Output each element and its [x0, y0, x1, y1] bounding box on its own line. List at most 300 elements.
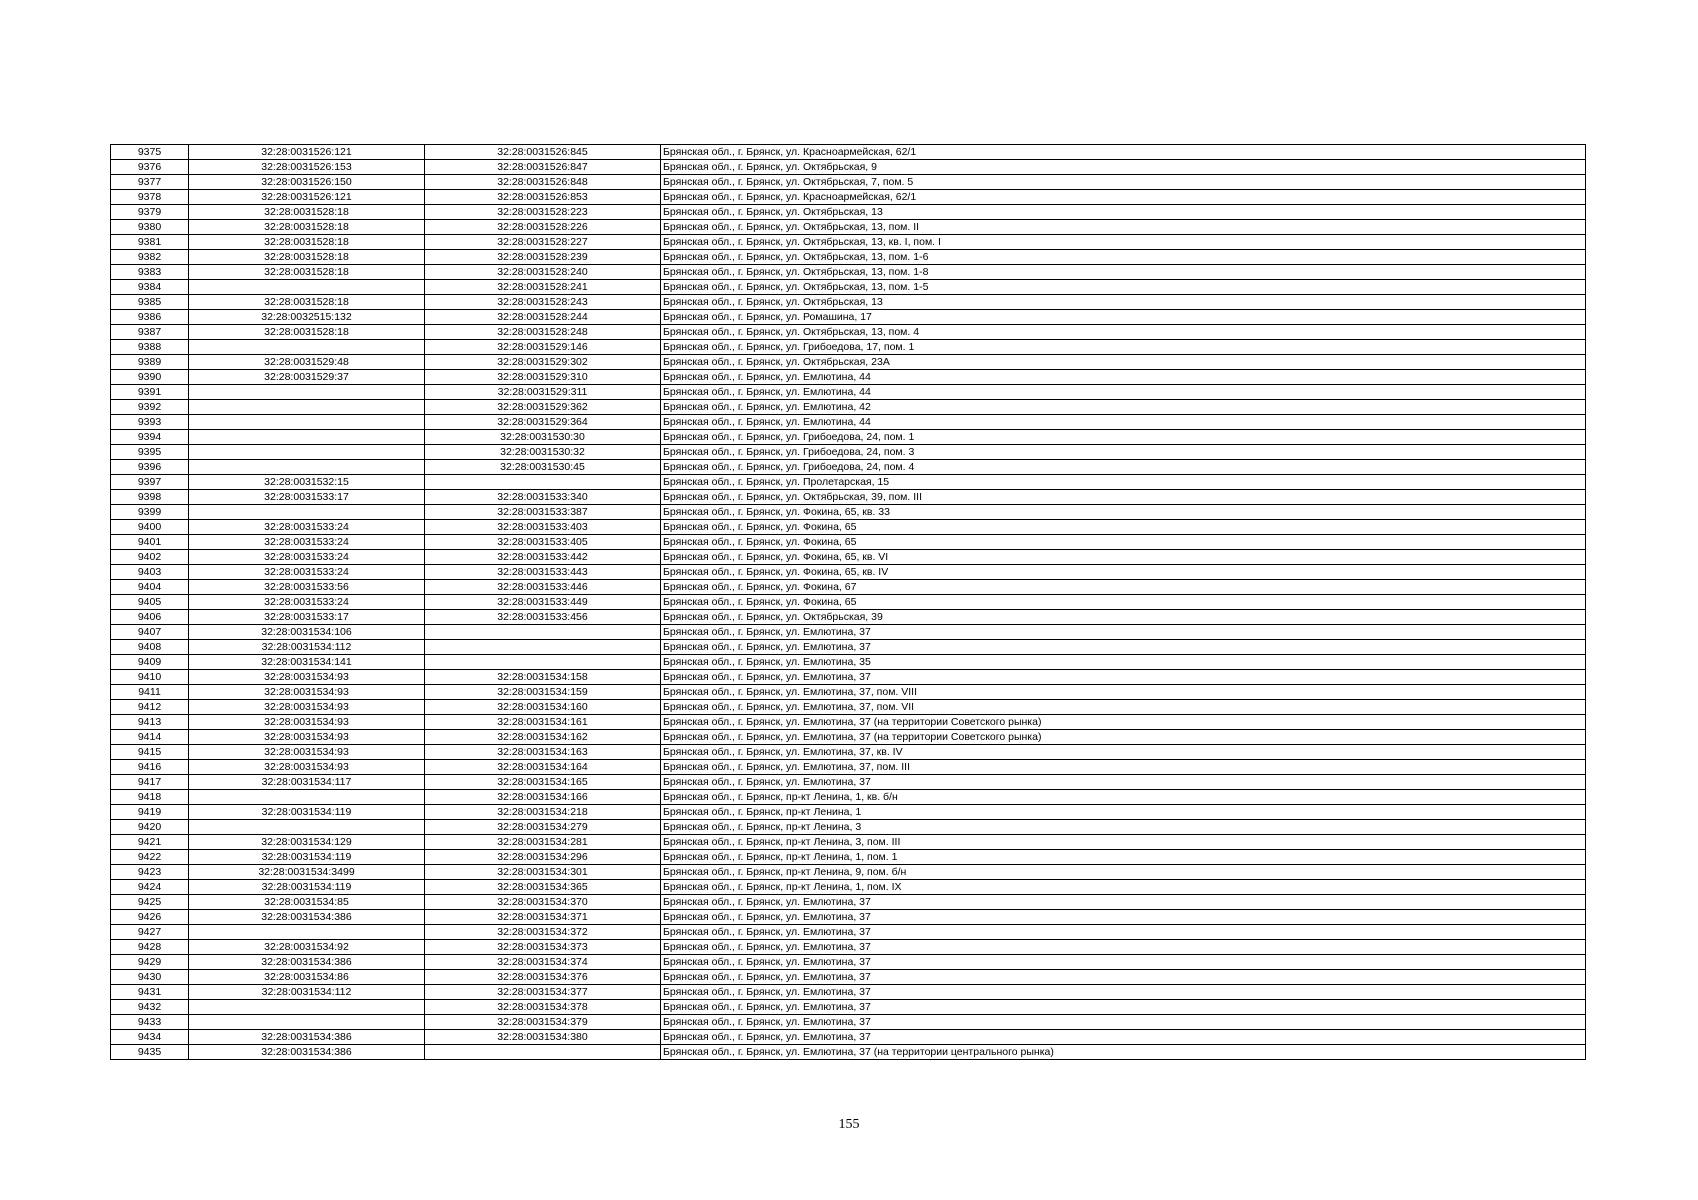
row-number-cell: 9420 [111, 820, 189, 835]
row-number-cell: 9405 [111, 595, 189, 610]
land-parcel-number-cell: 32:28:0031533:24 [189, 520, 425, 535]
row-number-cell: 9422 [111, 850, 189, 865]
land-parcel-number-cell: 32:28:0031534:86 [189, 970, 425, 985]
row-number-cell: 9377 [111, 175, 189, 190]
object-number-cell: 32:28:0031528:239 [425, 250, 661, 265]
row-number-cell: 9401 [111, 535, 189, 550]
row-number-cell: 9435 [111, 1045, 189, 1060]
land-parcel-number-cell: 32:28:0032515:132 [189, 310, 425, 325]
row-number-cell: 9404 [111, 580, 189, 595]
address-cell: Брянская обл., г. Брянск, ул. Емлютина, 37, пом. VII [661, 700, 1586, 715]
land-parcel-number-cell: 32:28:0031528:18 [189, 250, 425, 265]
land-parcel-number-cell: 32:28:0031534:93 [189, 730, 425, 745]
address-cell: Брянская обл., г. Брянск, ул. Емлютина, 37 [661, 670, 1586, 685]
row-number-cell: 9383 [111, 265, 189, 280]
address-cell: Брянская обл., г. Брянск, ул. Емлютина, 37, пом. III [661, 760, 1586, 775]
land-parcel-number-cell: 32:28:0031526:121 [189, 145, 425, 160]
object-number-cell: 32:28:0031534:161 [425, 715, 661, 730]
row-number-cell: 9408 [111, 640, 189, 655]
table-row [111, 385, 1586, 400]
table-row [111, 520, 1586, 535]
table-row [111, 985, 1586, 1000]
object-number-cell: 32:28:0031534:162 [425, 730, 661, 745]
address-cell: Брянская обл., г. Брянск, ул. Емлютина, 44 [661, 385, 1586, 400]
object-number-cell: 32:28:0031530:32 [425, 445, 661, 460]
object-number-cell: 32:28:0031534:373 [425, 940, 661, 955]
object-number-cell: 32:28:0031528:243 [425, 295, 661, 310]
object-number-cell: 32:28:0031534:370 [425, 895, 661, 910]
row-number-cell: 9390 [111, 370, 189, 385]
row-number-cell: 9381 [111, 235, 189, 250]
row-number-cell: 9425 [111, 895, 189, 910]
land-parcel-number-cell [189, 820, 425, 835]
row-number-cell: 9412 [111, 700, 189, 715]
object-number-cell: 32:28:0031534:378 [425, 1000, 661, 1015]
land-parcel-number-cell: 32:28:0031526:150 [189, 175, 425, 190]
object-number-cell: 32:28:0031528:226 [425, 220, 661, 235]
address-cell: Брянская обл., г. Брянск, ул. Емлютина, 37, пом. VIII [661, 685, 1586, 700]
object-number-cell: 32:28:0031533:387 [425, 505, 661, 520]
address-cell: Брянская обл., г. Брянск, ул. Емлютина, 37 [661, 1030, 1586, 1045]
land-parcel-number-cell: 32:28:0031534:112 [189, 640, 425, 655]
address-cell: Брянская обл., г. Брянск, пр-кт Ленина, 1, кв. б/н [661, 790, 1586, 805]
table-row [111, 760, 1586, 775]
land-parcel-number-cell: 32:28:0031528:18 [189, 265, 425, 280]
object-number-cell [425, 1045, 661, 1060]
table-row [111, 475, 1586, 490]
object-number-cell: 32:28:0031526:845 [425, 145, 661, 160]
object-number-cell: 32:28:0031529:362 [425, 400, 661, 415]
object-number-cell: 32:28:0031534:164 [425, 760, 661, 775]
object-number-cell: 32:28:0031534:372 [425, 925, 661, 940]
address-cell: Брянская обл., г. Брянск, ул. Октябрьская, 13, пом. II [661, 220, 1586, 235]
address-cell: Брянская обл., г. Брянск, ул. Емлютина, 37 [661, 1015, 1586, 1030]
table-row [111, 685, 1586, 700]
table-row [111, 595, 1586, 610]
address-cell: Брянская обл., г. Брянск, ул. Емлютина, 35 [661, 655, 1586, 670]
address-cell: Брянская обл., г. Брянск, пр-кт Ленина, 1, пом. IX [661, 880, 1586, 895]
object-number-cell: 32:28:0031533:456 [425, 610, 661, 625]
address-cell: Брянская обл., г. Брянск, ул. Емлютина, 37 [661, 925, 1586, 940]
address-cell: Брянская обл., г. Брянск, пр-кт Ленина, 3, пом. III [661, 835, 1586, 850]
object-number-cell: 32:28:0031528:244 [425, 310, 661, 325]
address-cell: Брянская обл., г. Брянск, пр-кт Ленина, 1, пом. 1 [661, 850, 1586, 865]
land-parcel-number-cell: 32:28:0031534:141 [189, 655, 425, 670]
object-number-cell: 32:28:0031534:380 [425, 1030, 661, 1045]
land-parcel-number-cell: 32:28:0031534:129 [189, 835, 425, 850]
object-number-cell: 32:28:0031534:160 [425, 700, 661, 715]
address-cell: Брянская обл., г. Брянск, ул. Емлютина, 37 [661, 775, 1586, 790]
table-row [111, 775, 1586, 790]
object-number-cell: 32:28:0031530:45 [425, 460, 661, 475]
address-cell: Брянская обл., г. Брянск, ул. Емлютина, 37 (на территории Советского рынка) [661, 730, 1586, 745]
row-number-cell: 9418 [111, 790, 189, 805]
table-row [111, 835, 1586, 850]
table-row [111, 670, 1586, 685]
table-body [111, 145, 1586, 1060]
table-row [111, 820, 1586, 835]
address-cell: Брянская обл., г. Брянск, ул. Октябрьская, 39 [661, 610, 1586, 625]
land-parcel-number-cell: 32:28:0031532:15 [189, 475, 425, 490]
object-number-cell: 32:28:0031530:30 [425, 430, 661, 445]
object-number-cell: 32:28:0031534:159 [425, 685, 661, 700]
object-number-cell: 32:28:0031533:446 [425, 580, 661, 595]
land-parcel-number-cell: 32:28:0031533:17 [189, 490, 425, 505]
object-number-cell: 32:28:0031534:379 [425, 1015, 661, 1030]
object-number-cell: 32:28:0031534:158 [425, 670, 661, 685]
land-parcel-number-cell [189, 430, 425, 445]
address-cell: Брянская обл., г. Брянск, ул. Грибоедова, 24, пом. 4 [661, 460, 1586, 475]
table-row [111, 745, 1586, 760]
address-cell: Брянская обл., г. Брянск, ул. Ромашина, 17 [661, 310, 1586, 325]
object-number-cell: 32:28:0031534:163 [425, 745, 661, 760]
address-cell: Брянская обл., г. Брянск, ул. Красноармейская, 62/1 [661, 145, 1586, 160]
land-parcel-number-cell [189, 400, 425, 415]
page-number: 155 [838, 1117, 860, 1132]
table-row [111, 235, 1586, 250]
address-cell: Брянская обл., г. Брянск, ул. Октябрьская, 13, пом. 1-6 [661, 250, 1586, 265]
table-row [111, 790, 1586, 805]
table-row [111, 325, 1586, 340]
object-number-cell: 32:28:0031528:227 [425, 235, 661, 250]
row-number-cell: 9395 [111, 445, 189, 460]
table-row [111, 1000, 1586, 1015]
land-parcel-number-cell: 32:28:0031534:112 [189, 985, 425, 1000]
row-number-cell: 9403 [111, 565, 189, 580]
land-parcel-number-cell: 32:28:0031533:24 [189, 565, 425, 580]
row-number-cell: 9398 [111, 490, 189, 505]
address-cell: Брянская обл., г. Брянск, пр-кт Ленина, 9, пом. б/н [661, 865, 1586, 880]
table-row [111, 1045, 1586, 1060]
table-row [111, 625, 1586, 640]
row-number-cell: 9400 [111, 520, 189, 535]
land-parcel-number-cell [189, 460, 425, 475]
address-cell: Брянская обл., г. Брянск, пр-кт Ленина, 1 [661, 805, 1586, 820]
table-row [111, 610, 1586, 625]
object-number-cell: 32:28:0031528:240 [425, 265, 661, 280]
land-parcel-number-cell: 32:28:0031528:18 [189, 220, 425, 235]
row-number-cell: 9386 [111, 310, 189, 325]
row-number-cell: 9378 [111, 190, 189, 205]
object-number-cell: 32:28:0031533:449 [425, 595, 661, 610]
object-number-cell: 32:28:0031534:166 [425, 790, 661, 805]
object-number-cell: 32:28:0031533:442 [425, 550, 661, 565]
object-number-cell: 32:28:0031526:848 [425, 175, 661, 190]
land-parcel-number-cell: 32:28:0031533:24 [189, 535, 425, 550]
object-number-cell: 32:28:0031534:374 [425, 955, 661, 970]
land-parcel-number-cell: 32:28:0031534:3499 [189, 865, 425, 880]
table-row [111, 370, 1586, 385]
land-parcel-number-cell: 32:28:0031534:93 [189, 700, 425, 715]
row-number-cell: 9376 [111, 160, 189, 175]
object-number-cell: 32:28:0031534:376 [425, 970, 661, 985]
table-row [111, 265, 1586, 280]
row-number-cell: 9416 [111, 760, 189, 775]
object-number-cell: 32:28:0031534:365 [425, 880, 661, 895]
table-row [111, 490, 1586, 505]
address-cell: Брянская обл., г. Брянск, ул. Октябрьская, 9 [661, 160, 1586, 175]
land-parcel-number-cell: 32:28:0031529:48 [189, 355, 425, 370]
row-number-cell: 9399 [111, 505, 189, 520]
address-cell: Брянская обл., г. Брянск, ул. Емлютина, 37 [661, 910, 1586, 925]
object-number-cell: 32:28:0031534:279 [425, 820, 661, 835]
land-parcel-number-cell [189, 505, 425, 520]
row-number-cell: 9428 [111, 940, 189, 955]
land-parcel-number-cell: 32:28:0031534:85 [189, 895, 425, 910]
object-number-cell: 32:28:0031529:311 [425, 385, 661, 400]
land-parcel-number-cell: 32:28:0031534:93 [189, 685, 425, 700]
address-cell: Брянская обл., г. Брянск, ул. Фокина, 65, кв. 33 [661, 505, 1586, 520]
table-row [111, 715, 1586, 730]
row-number-cell: 9413 [111, 715, 189, 730]
address-cell: Брянская обл., г. Брянск, ул. Емлютина, 42 [661, 400, 1586, 415]
address-cell: Брянская обл., г. Брянск, ул. Грибоедова, 24, пом. 1 [661, 430, 1586, 445]
row-number-cell: 9433 [111, 1015, 189, 1030]
table-row [111, 970, 1586, 985]
land-parcel-number-cell [189, 415, 425, 430]
row-number-cell: 9375 [111, 145, 189, 160]
row-number-cell: 9424 [111, 880, 189, 895]
row-number-cell: 9385 [111, 295, 189, 310]
table-row [111, 700, 1586, 715]
land-parcel-number-cell: 32:28:0031529:37 [189, 370, 425, 385]
address-cell: Брянская обл., г. Брянск, ул. Емлютина, 37 [661, 985, 1586, 1000]
land-parcel-number-cell: 32:28:0031528:18 [189, 325, 425, 340]
table-row [111, 1030, 1586, 1045]
object-number-cell: 32:28:0031529:146 [425, 340, 661, 355]
land-parcel-number-cell [189, 280, 425, 295]
land-parcel-number-cell: 32:28:0031534:386 [189, 910, 425, 925]
table-row [111, 340, 1586, 355]
land-parcel-number-cell: 32:28:0031534:93 [189, 670, 425, 685]
table-row [111, 430, 1586, 445]
row-number-cell: 9387 [111, 325, 189, 340]
table-row [111, 805, 1586, 820]
row-number-cell: 9406 [111, 610, 189, 625]
table-row [111, 415, 1586, 430]
address-cell: Брянская обл., г. Брянск, ул. Емлютина, 37 [661, 625, 1586, 640]
land-parcel-number-cell: 32:28:0031534:386 [189, 1030, 425, 1045]
row-number-cell: 9388 [111, 340, 189, 355]
row-number-cell: 9431 [111, 985, 189, 1000]
land-parcel-number-cell: 32:28:0031526:153 [189, 160, 425, 175]
object-number-cell: 32:28:0031533:340 [425, 490, 661, 505]
address-cell: Брянская обл., г. Брянск, ул. Фокина, 65 [661, 520, 1586, 535]
table-row [111, 535, 1586, 550]
row-number-cell: 9430 [111, 970, 189, 985]
object-number-cell [425, 640, 661, 655]
address-cell: Брянская обл., г. Брянск, ул. Емлютина, 37 (на территории Советского рынка) [661, 715, 1586, 730]
table-row [111, 1015, 1586, 1030]
land-parcel-number-cell: 32:28:0031534:117 [189, 775, 425, 790]
table-row [111, 250, 1586, 265]
land-parcel-number-cell: 32:28:0031534:93 [189, 760, 425, 775]
land-parcel-number-cell [189, 385, 425, 400]
land-parcel-number-cell [189, 925, 425, 940]
address-cell: Брянская обл., г. Брянск, ул. Октябрьская, 7, пом. 5 [661, 175, 1586, 190]
table-row [111, 460, 1586, 475]
table-row [111, 895, 1586, 910]
table-row [111, 550, 1586, 565]
land-parcel-number-cell: 32:28:0031534:106 [189, 625, 425, 640]
table-row [111, 850, 1586, 865]
table-row [111, 940, 1586, 955]
land-parcel-number-cell: 32:28:0031534:93 [189, 715, 425, 730]
row-number-cell: 9434 [111, 1030, 189, 1045]
address-cell: Брянская обл., г. Брянск, ул. Пролетарская, 15 [661, 475, 1586, 490]
row-number-cell: 9417 [111, 775, 189, 790]
land-parcel-number-cell [189, 445, 425, 460]
address-cell: Брянская обл., г. Брянск, ул. Грибоедова, 24, пом. 3 [661, 445, 1586, 460]
row-number-cell: 9426 [111, 910, 189, 925]
table-row [111, 190, 1586, 205]
land-parcel-number-cell: 32:28:0031534:92 [189, 940, 425, 955]
row-number-cell: 9391 [111, 385, 189, 400]
table-row [111, 160, 1586, 175]
address-cell: Брянская обл., г. Брянск, ул. Емлютина, 44 [661, 415, 1586, 430]
object-number-cell: 32:28:0031526:847 [425, 160, 661, 175]
row-number-cell: 9411 [111, 685, 189, 700]
object-number-cell: 32:28:0031533:443 [425, 565, 661, 580]
address-cell: Брянская обл., г. Брянск, ул. Емлютина, 37 [661, 955, 1586, 970]
table-row [111, 400, 1586, 415]
row-number-cell: 9409 [111, 655, 189, 670]
land-parcel-number-cell: 32:28:0031533:24 [189, 595, 425, 610]
address-cell: Брянская обл., г. Брянск, ул. Емлютина, 37 [661, 895, 1586, 910]
table-row [111, 880, 1586, 895]
row-number-cell: 9407 [111, 625, 189, 640]
land-parcel-number-cell [189, 1015, 425, 1030]
address-cell: Брянская обл., г. Брянск, пр-кт Ленина, 3 [661, 820, 1586, 835]
object-number-cell [425, 655, 661, 670]
object-number-cell: 32:28:0031528:248 [425, 325, 661, 340]
row-number-cell: 9396 [111, 460, 189, 475]
land-parcel-number-cell: 32:28:0031533:24 [189, 550, 425, 565]
object-number-cell: 32:28:0031534:301 [425, 865, 661, 880]
row-number-cell: 9393 [111, 415, 189, 430]
table-row [111, 145, 1586, 160]
object-number-cell [425, 475, 661, 490]
address-cell: Брянская обл., г. Брянск, ул. Фокина, 65, кв. IV [661, 565, 1586, 580]
object-number-cell [425, 625, 661, 640]
object-number-cell: 32:28:0031534:218 [425, 805, 661, 820]
table-row [111, 505, 1586, 520]
address-cell: Брянская обл., г. Брянск, ул. Емлютина, 37 [661, 1000, 1586, 1015]
address-cell: Брянская обл., г. Брянск, ул. Емлютина, 37 [661, 640, 1586, 655]
land-parcel-number-cell: 32:28:0031534:386 [189, 1045, 425, 1060]
address-cell: Брянская обл., г. Брянск, ул. Октябрьская, 13 [661, 295, 1586, 310]
address-cell: Брянская обл., г. Брянск, ул. Фокина, 65, кв. VI [661, 550, 1586, 565]
row-number-cell: 9414 [111, 730, 189, 745]
row-number-cell: 9380 [111, 220, 189, 235]
address-cell: Брянская обл., г. Брянск, ул. Емлютина, 37 [661, 940, 1586, 955]
cadastral-register-table [110, 144, 1586, 1060]
land-parcel-number-cell [189, 790, 425, 805]
row-number-cell: 9394 [111, 430, 189, 445]
row-number-cell: 9402 [111, 550, 189, 565]
table-row [111, 175, 1586, 190]
land-parcel-number-cell: 32:28:0031528:18 [189, 235, 425, 250]
object-number-cell: 32:28:0031534:296 [425, 850, 661, 865]
land-parcel-number-cell: 32:28:0031534:119 [189, 850, 425, 865]
row-number-cell: 9397 [111, 475, 189, 490]
address-cell: Брянская обл., г. Брянск, ул. Емлютина, 37, кв. IV [661, 745, 1586, 760]
object-number-cell: 32:28:0031534:165 [425, 775, 661, 790]
object-number-cell: 32:28:0031534:371 [425, 910, 661, 925]
row-number-cell: 9392 [111, 400, 189, 415]
table-row [111, 280, 1586, 295]
row-number-cell: 9382 [111, 250, 189, 265]
table-row [111, 865, 1586, 880]
table-row [111, 955, 1586, 970]
row-number-cell: 9410 [111, 670, 189, 685]
land-parcel-number-cell: 32:28:0031528:18 [189, 295, 425, 310]
table-row [111, 295, 1586, 310]
address-cell: Брянская обл., г. Брянск, ул. Фокина, 65 [661, 595, 1586, 610]
table-row [111, 355, 1586, 370]
land-parcel-number-cell: 32:28:0031534:93 [189, 745, 425, 760]
object-number-cell: 32:28:0031526:853 [425, 190, 661, 205]
row-number-cell: 9432 [111, 1000, 189, 1015]
row-number-cell: 9427 [111, 925, 189, 940]
table-row [111, 310, 1586, 325]
object-number-cell: 32:28:0031529:310 [425, 370, 661, 385]
object-number-cell: 32:28:0031529:364 [425, 415, 661, 430]
land-parcel-number-cell: 32:28:0031526:121 [189, 190, 425, 205]
row-number-cell: 9389 [111, 355, 189, 370]
address-cell: Брянская обл., г. Брянск, ул. Фокина, 65 [661, 535, 1586, 550]
row-number-cell: 9423 [111, 865, 189, 880]
table-row [111, 445, 1586, 460]
address-cell: Брянская обл., г. Брянск, ул. Октябрьская, 13 [661, 205, 1586, 220]
object-number-cell: 32:28:0031534:377 [425, 985, 661, 1000]
land-parcel-number-cell: 32:28:0031533:56 [189, 580, 425, 595]
land-parcel-number-cell: 32:28:0031534:119 [189, 805, 425, 820]
table-row [111, 580, 1586, 595]
object-number-cell: 32:28:0031534:281 [425, 835, 661, 850]
row-number-cell: 9421 [111, 835, 189, 850]
land-parcel-number-cell: 32:28:0031533:17 [189, 610, 425, 625]
table-row [111, 220, 1586, 235]
object-number-cell: 32:28:0031528:223 [425, 205, 661, 220]
land-parcel-number-cell [189, 1000, 425, 1015]
object-number-cell: 32:28:0031528:241 [425, 280, 661, 295]
row-number-cell: 9419 [111, 805, 189, 820]
row-number-cell: 9429 [111, 955, 189, 970]
table-row [111, 730, 1586, 745]
object-number-cell: 32:28:0031533:403 [425, 520, 661, 535]
table-row [111, 565, 1586, 580]
row-number-cell: 9384 [111, 280, 189, 295]
table-row [111, 925, 1586, 940]
address-cell: Брянская обл., г. Брянск, ул. Емлютина, 37 (на территории центрального рынка) [661, 1045, 1586, 1060]
object-number-cell: 32:28:0031529:302 [425, 355, 661, 370]
land-parcel-number-cell: 32:28:0031534:119 [189, 880, 425, 895]
land-parcel-number-cell [189, 340, 425, 355]
row-number-cell: 9415 [111, 745, 189, 760]
row-number-cell: 9379 [111, 205, 189, 220]
land-parcel-number-cell: 32:28:0031534:386 [189, 955, 425, 970]
address-cell: Брянская обл., г. Брянск, ул. Октябрьская, 13, кв. I, пом. I [661, 235, 1586, 250]
land-parcel-number-cell: 32:28:0031528:18 [189, 205, 425, 220]
address-cell: Брянская обл., г. Брянск, ул. Емлютина, 44 [661, 370, 1586, 385]
address-cell: Брянская обл., г. Брянск, ул. Октябрьская, 39, пом. III [661, 490, 1586, 505]
address-cell: Брянская обл., г. Брянск, ул. Октябрьская, 23А [661, 355, 1586, 370]
address-cell: Брянская обл., г. Брянск, ул. Октябрьская, 13, пом. 4 [661, 325, 1586, 340]
address-cell: Брянская обл., г. Брянск, ул. Октябрьская, 13, пом. 1-8 [661, 265, 1586, 280]
object-number-cell: 32:28:0031533:405 [425, 535, 661, 550]
table-row [111, 205, 1586, 220]
